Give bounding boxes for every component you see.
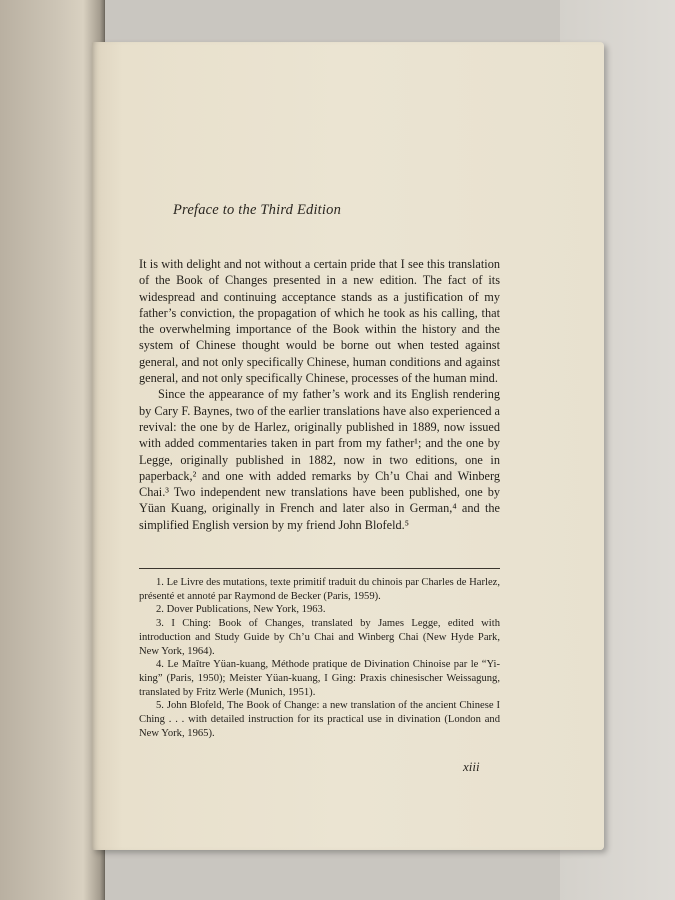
paragraph-2: Since the appearance of my father’s work and its English rendering by Cary F. Baynes, two of the earlier translations have also experienced a revival: the one by de Harlez, originally published in 1889, now issued with added commentaries taken in part from my father¹; and the one by Legge, originally published in 1882, now in two editions, one in paperback,² and one with added remarks by Ch’u Chai and Winberg Chai.³ Two independent new translations have been published, one by Yüan Kuang, originally in French and later also in German,⁴ and the simplified English version by my friend John Blofeld.⁵ — [139, 387, 500, 532]
footnote-4: 4. Le Maître Yüan-kuang, Méthode pratique de Divination Chinoise par le “Yi-king” (Paris, 1950); Meister Yüan-kuang, I Ging: Praxis chinesischer Weissagung, translated by Fritz Werle (Munich, 1951). — [139, 659, 500, 698]
footnotes — [139, 576, 500, 740]
body-text — [139, 256, 500, 533]
left-page-edge — [0, 0, 105, 900]
footnote-2: 2. Dover Publications, New York, 1963. — [156, 604, 326, 616]
page-header: Preface to the Third Edition — [173, 202, 342, 218]
page-number: xiii — [463, 759, 480, 774]
book-page — [92, 42, 604, 850]
footnote-5: 5. John Blofeld, The Book of Change: a new translation of the ancient Chinese I Ching . . . with detailed instruction for its practical use in divination (London and New York, 1965). — [139, 700, 500, 739]
footnote-3: 3. I Ching: Book of Changes, translated by James Legge, edited with introduction and Study Guide by Ch’u Chai and Winberg Chai (New Hyde Park, New York, 1964). — [139, 618, 500, 657]
paragraph-1: It is with delight and not without a certain pride that I see this translation of the Book of Changes presented in a new edition. The fact of its widespread and continuing acceptance stands as a justification of my father’s conviction, the propagation of which he took as his calling, that the overwhelming importance of the Book within the history and the system of Chinese thought would be borne out when tested against general, and not only specifically Chinese, human conditions and against general, and not only specifically Chinese, processes of the human mind. — [139, 257, 500, 386]
footnote-rule — [139, 568, 500, 569]
footnote-1: 1. Le Livre des mutations, texte primitif traduit du chinois par Charles de Harlez, présenté et annoté par Raymond de Becker (Paris, 1959). — [139, 577, 500, 602]
